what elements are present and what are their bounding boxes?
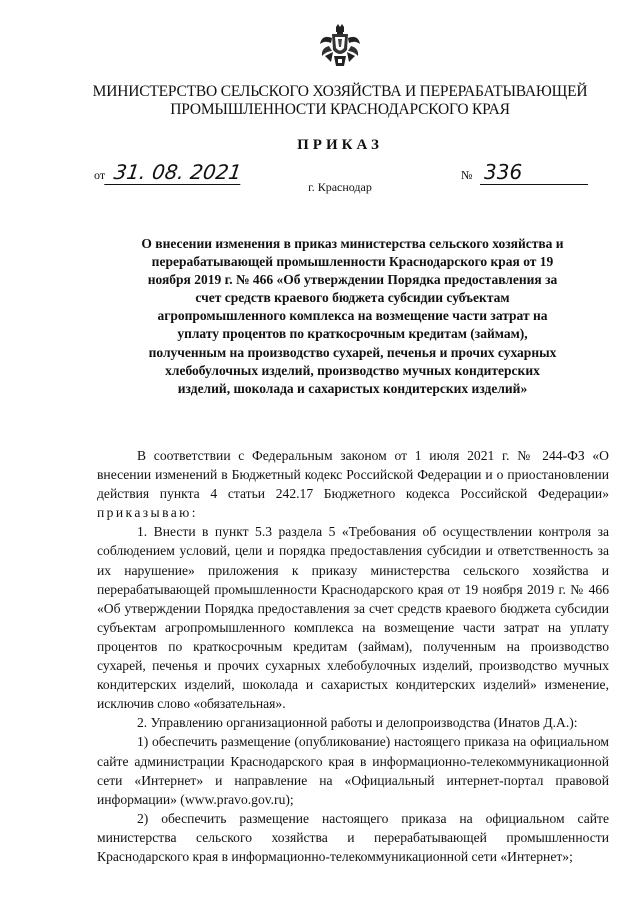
order-number: 336	[480, 160, 588, 185]
order-body	[97, 446, 609, 866]
ministry-name	[60, 83, 620, 119]
date-prefix: от	[94, 168, 106, 182]
preamble-text: В соответствии с Федеральным законом от 1 июля 2021 г. № 244-ФЗ «О внесении изменений в Бюджетный кодекс Российской Федерации и о приостановлении действия пункта 4 статьи 242.17 Бюджетного кодекса Российской Федерации»	[97, 448, 609, 502]
order-subject-heading: О внесении изменения в приказ министерства сельского хозяйства и перерабатывающей промышленности Краснодарского края от 19 ноября 2019 г. № 466 «Об утверждении Порядка предоставления за счет средств краевого бюджета субсидии субъектам агропромышленного комплекса на возмещение части затрат на уплату процентов по краткосрочным кредитам (займам), полученным на производство сухарей, печенья и прочих сухарных хлебобулочных изделий, производство мучных кондитерских изделий, шоколада и сахаристых кондитерских изделий»	[141, 236, 564, 396]
item-2-1-paragraph: 1) обеспечить размещение (опубликование) настоящего приказа на официальном сайте администрации Краснодарского края в информационно-телекоммуникационной сети «Интернет» и направление на «Официальный интернет-портал правовой информации» (www.pravo.gov.ru);	[97, 734, 609, 807]
item-2-paragraph: 2. Управлению организационной работы и делопроизводства (Инатов Д.А.):	[137, 715, 578, 731]
order-date: 31. 08. 2021	[104, 160, 244, 185]
item-2-2-paragraph: 2) обеспечить размещение настоящего приказа на официальном сайте министерства сельского хозяйства и перерабатывающей промышленности Краснодарского края в информационно-телекоммуникационной сети «Интернет»;	[97, 810, 609, 864]
ministry-name-line2: ПРОМЫШЛЕННОСТИ КРАСНОДАРСКОГО КРАЯ	[170, 101, 510, 118]
number-prefix: №	[461, 168, 473, 182]
city-label: г. Краснодар	[308, 180, 372, 194]
item-1-paragraph: 1. Внести в пункт 5.3 раздела 5 «Требования об осуществлении контроля за соблюдением условий, цели и порядка предоставления субсидии и ответственность за их нарушение» приложения к приказу министерства сельского хозяйства и перерабатывающей промышленности Краснодарского края от 19 ноября 2019 г. № 466 «Об утверждении Порядка предоставления за счет средств краевого бюджета субсидии субъектам агропромышленного комплекса на возмещение части затрат на уплату процентов по краткосрочным кредитам (займам), полученным на производство сухарей, печенья и прочих сухарных хлебобулочных изделий, производство мучных кондитерских изделий, шоколада и сахаристых кондитерских изделий» изменение, исключив слово «обязательная».	[97, 524, 609, 712]
document-title: ПРИКАЗ	[297, 137, 383, 153]
ministry-name-line1: МИНИСТЕРСТВО СЕЛЬСКОГО ХОЗЯЙСТВА И ПЕРЕРАБАТЫВАЮЩЕЙ	[92, 83, 588, 100]
preamble-paragraph	[97, 446, 609, 522]
coat-of-arms-emblem	[319, 24, 361, 68]
orders-word: приказываю:	[97, 505, 198, 521]
